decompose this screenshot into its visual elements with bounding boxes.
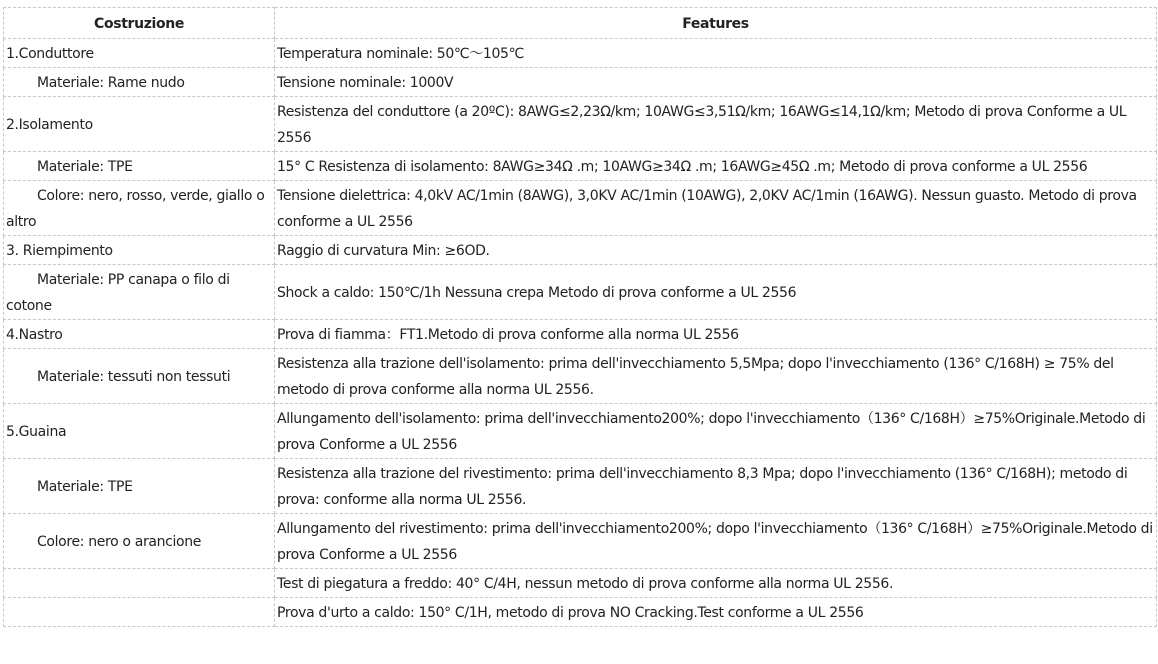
feature-cell: Raggio di curvatura Min: ≥6OD.: [275, 236, 1157, 265]
feature-cell: 15° C Resistenza di isolamento: 8AWG≥34Ω .m; 10AWG≥34Ω .m; 16AWG≥45Ω .m; Metodo di prova conforme a UL 2556: [275, 152, 1157, 181]
table-row: [4, 459, 1157, 514]
table-row: [4, 236, 1157, 265]
feature-cell: Shock a caldo: 150℃/1h Nessuna crepa Metodo di prova conforme a UL 2556: [275, 265, 1157, 320]
feature-cell: Tensione nominale: 1000V: [275, 68, 1157, 97]
header-construction: Costruzione: [4, 8, 275, 39]
table-row: [4, 39, 1157, 68]
feature-cell: Allungamento dell'isolamento: prima dell'invecchiamento200%; dopo l'invecchiamento（136° C/168H）≥75%Originale.Metodo di prova Conforme a UL 2556: [275, 404, 1157, 459]
construction-cell: Materiale: tessuti non tessuti: [4, 349, 275, 404]
table-row: [4, 349, 1157, 404]
table-row: [4, 404, 1157, 459]
construction-cell: Materiale: Rame nudo: [4, 68, 275, 97]
feature-cell: Allungamento del rivestimento: prima dell'invecchiamento200%; dopo l'invecchiamento（136° C/168H）≥75%Originale.Metodo di prova Conforme a UL 2556: [275, 514, 1157, 569]
construction-cell: [4, 569, 275, 598]
table-row: [4, 265, 1157, 320]
construction-cell: [4, 598, 275, 627]
table-row: [4, 97, 1157, 152]
feature-cell: Test di piegatura a freddo: 40° C/4H, nessun metodo di prova conforme alla norma UL 2556.: [275, 569, 1157, 598]
construction-cell: 1.Conduttore: [4, 39, 275, 68]
table-row: [4, 181, 1157, 236]
feature-cell: Resistenza del conduttore (a 20ºC): 8AWG≤2,23Ω/km; 10AWG≤3,51Ω/km; 16AWG≤14,1Ω/km; Metodo di prova Conforme a UL 2556: [275, 97, 1157, 152]
feature-cell: Prova d'urto a caldo: 150° C/1H, metodo di prova NO Cracking.Test conforme a UL 2556: [275, 598, 1157, 627]
feature-cell: Prova di fiamma：FT1.Metodo di prova conforme alla norma UL 2556: [275, 320, 1157, 349]
construction-cell: Colore: nero o arancione: [4, 514, 275, 569]
feature-cell: Resistenza alla trazione dell'isolamento: prima dell'invecchiamento 5,5Mpa; dopo l'invecchiamento (136° C/168H) ≥ 75% del metodo di prova conforme alla norma UL 2556.: [275, 349, 1157, 404]
construction-cell: Materiale: PP canapa o filo di cotone: [4, 265, 275, 320]
construction-cell: 5.Guaina: [4, 404, 275, 459]
feature-cell: Tensione dielettrica: 4,0kV AC/1min (8AWG), 3,0KV AC/1min (10AWG), 2,0KV AC/1min (16AWG). Nessun guasto. Metodo di prova conforme a UL 2556: [275, 181, 1157, 236]
feature-cell: Resistenza alla trazione del rivestimento: prima dell'invecchiamento 8,3 Mpa; dopo l'invecchiamento (136° C/168H); metodo di prova: conforme alla norma UL 2556.: [275, 459, 1157, 514]
table-row: [4, 68, 1157, 97]
construction-cell: Materiale: TPE: [4, 152, 275, 181]
spec-table: [3, 7, 1157, 627]
table-header-row: [4, 8, 1157, 39]
construction-cell: 4.Nastro: [4, 320, 275, 349]
table-row: [4, 514, 1157, 569]
table-row: [4, 152, 1157, 181]
table-row: [4, 598, 1157, 627]
table-row: [4, 569, 1157, 598]
header-features: Features: [275, 8, 1157, 39]
construction-cell: 3. Riempimento: [4, 236, 275, 265]
construction-cell: Materiale: TPE: [4, 459, 275, 514]
construction-cell: 2.Isolamento: [4, 97, 275, 152]
feature-cell: Temperatura nominale: 50℃～105℃: [275, 39, 1157, 68]
table-row: [4, 320, 1157, 349]
construction-cell: Colore: nero, rosso, verde, giallo o altro: [4, 181, 275, 236]
